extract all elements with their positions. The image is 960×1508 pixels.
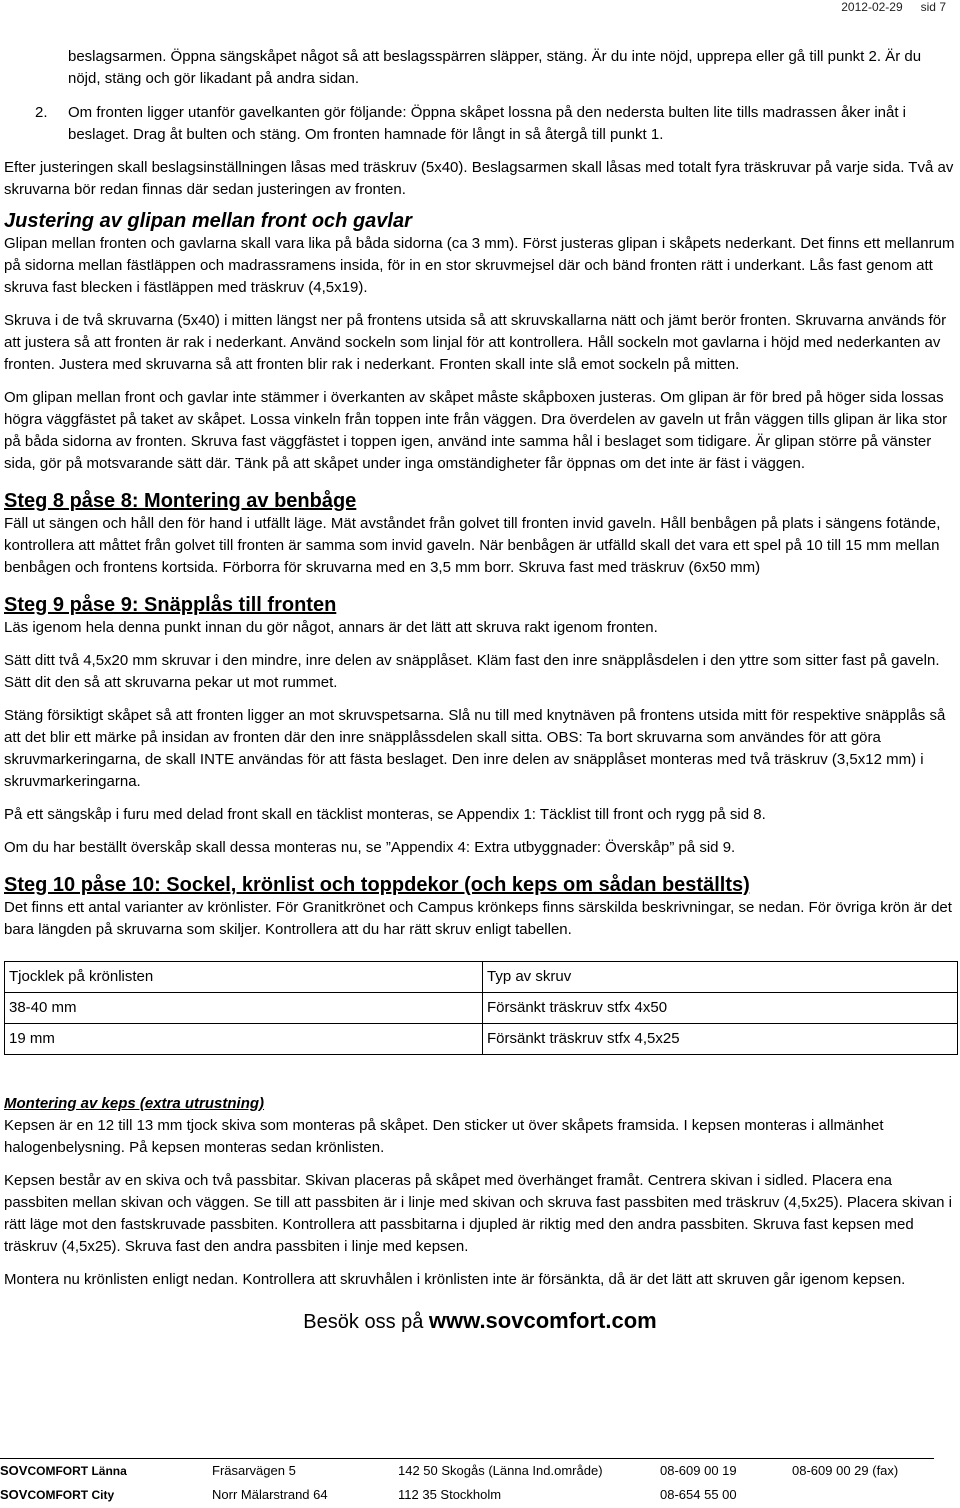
- table-header-cell: Tjocklek på krönlisten: [5, 962, 483, 993]
- table-cell: 38-40 mm: [5, 993, 483, 1024]
- table-row: [5, 993, 958, 1024]
- table-header-row: [5, 962, 958, 993]
- company-name: COMFORT City: [27, 1488, 115, 1502]
- document-body: [4, 46, 956, 1336]
- table-header-cell: Typ av skruv: [483, 962, 958, 993]
- numbered-item-2: [4, 102, 956, 146]
- footer-fax: [792, 1484, 932, 1506]
- paragraph: På ett sängskåp i furu med delad front skall en täcklist monteras, se Appendix 1: Täcklist till front och rygg på sid 8.: [4, 806, 766, 823]
- table-cell: Försänkt träskruv stfx 4,5x25: [483, 1024, 958, 1055]
- footer-row-lanna: [0, 1460, 932, 1482]
- page-header: [841, 0, 946, 18]
- visit-prefix: Besök oss på: [303, 1311, 429, 1333]
- visit-line: [4, 1307, 956, 1336]
- section-heading-glipan: Justering av glipan mellan front och gavlar: [4, 210, 412, 232]
- paragraph: Kepsen består av en skiva och två passbitar. Skivan placeras på skåpet med överhänget framåt. Centrera skivan i sidled. Placera ena passbiten mellan skivan och väggen. Se till att passbiten är i linje med skivan och skruva fast passbiten med träskruv (4,5x25). Placera skivan i rätt läge mot den fastskruvade passbiten. Kontrollera att passbitarna i djupled är riktig med den andra passbiten. Skruva fast kepsen med träskruv (4,5x25). Skruva fast den andra passbiten i linje med kepsen.: [4, 1172, 952, 1255]
- section-heading-steg10: Steg 10 påse 10: Sockel, krönlist och toppdekor (och keps om sådan beställts): [4, 874, 750, 896]
- table-cell: 19 mm: [5, 1024, 483, 1055]
- item-text: Om fronten ligger utanför gavelkanten gör följande: Öppna skåpet lossna på den nedersta bulten lite tills madrassen åker inåt i beslaget. Drag åt bulten och stäng. Om fronten hamnade för långt in så återgå till punkt 1.: [68, 104, 907, 143]
- footer-postal: 142 50 Skogås (Länna Ind.område): [398, 1463, 603, 1478]
- footer-postal: 112 35 Stockholm: [398, 1487, 502, 1502]
- intro-continued: beslagsarmen. Öppna sängskåpet något så att beslagsspärren släpper, stäng. Är du inte nöjd, upprepa eller gå till punkt 2. Är du nöjd, stäng och gör likadant på andra sidan.: [68, 48, 922, 87]
- paragraph: Skruva i de två skruvarna (5x40) i mitten längst ner på frontens utsida så att skruvskallarna nätt och jämt berör fronten. Skruvarna används för att justera så att fronten är rak i nederkant. Använd sockeln som linjal för att kontrollera. Håll sockeln mot gavlarna i höjd med nederkanten av fronten. Justera med skruvarna så att fronten blir rak i nederkant. Fronten skall inte slå emot sockeln på mitten.: [4, 312, 947, 373]
- header-date: 2012-02-29: [841, 0, 903, 14]
- footer-street: Norr Mälarstrand 64: [212, 1487, 328, 1502]
- footer-row-city: [0, 1484, 932, 1506]
- section-heading-steg8: Steg 8 påse 8: Montering av benbåge: [4, 490, 357, 512]
- intro-after: Efter justeringen skall beslagsinställningen låsas med träskruv (5x40). Beslagsarmen skall låsas med totalt fyra träskruvar på varje sida. Två av skruvarna bör redan finnas där sedan justeringen av fronten.: [4, 159, 954, 198]
- footer-fax: 08-609 00 29 (fax): [792, 1463, 899, 1478]
- company-prefix: SOV: [0, 1487, 28, 1502]
- paragraph: Fäll ut sängen och håll den för hand i utfällt läge. Mät avståndet från golvet till fronten invid gaveln. Håll benbågen på plats i sängens fotände, kontrollera att måttet från golvet till fronten är samma som invid gaveln. När benbågen är utfälld skall det vara ett spel på 10 till 15 mm mellan benbågen och frontens kortsida. Förborra för skruvarna med en 3,5 mm borr. Skruva fast med träskruv (6x50 mm): [4, 515, 941, 576]
- paragraph: Läs igenom hela denna punkt innan du gör något, annars är det lätt att skruva rakt igenom fronten.: [4, 619, 658, 636]
- footer-phone: 08-609 00 19: [660, 1463, 737, 1478]
- website-link[interactable]: www.sovcomfort.com: [428, 1308, 657, 1333]
- footer-street: Fräsarvägen 5: [212, 1463, 296, 1478]
- paragraph: Montera nu krönlisten enligt nedan. Kontrollera att skruvhålen i krönlisten inte är försänkta, då är det lätt att skruven går igenom kepsen.: [4, 1271, 906, 1288]
- paragraph: Sätt ditt två 4,5x20 mm skruvar i den mindre, inre delen av snäpplåset. Kläm fast den inre snäpplåsdelen i den yttre som sitter fast på gaveln. Sätt dit den så att skruvarna pekar ut mot rummet.: [4, 652, 940, 691]
- paragraph: Om glipan mellan front och gavlar inte stämmer i överkanten av skåpet måste skåpboxen justeras. Om glipan är för bred på höger sida lossas högra väggfästet på taket av skåpet. Lossa vinkeln från toppen inte från väggen. Dra överdelen av gaveln ut från väggen tills glipan är lika stor på båda sidorna av fronten. Skruva fast väggfästet i toppen igen, använd inte samma hål i beslaget som tidigare. Är glipan större på vänster sida, gör på motsvarande sätt där. Tänk på att skåpet under inga omständigheter får öppnas om det inte är fäst i väggen.: [4, 389, 948, 472]
- screw-table: [4, 961, 958, 1055]
- header-page-number: sid 7: [920, 0, 946, 14]
- table-cell: Försänkt träskruv stfx 4x50: [483, 993, 958, 1024]
- footer-divider: [0, 1458, 934, 1459]
- footer-company: [0, 1484, 212, 1506]
- paragraph: Det finns ett antal varianter av krönlister. För Granitkrönet och Campus krönkeps finns särskilda beskrivningar, se nedan. För övriga krön är det bara längden på skruvarna som skiljer. Kontrollera att du har rätt skruv enligt tabellen.: [4, 899, 952, 938]
- footer-company: [0, 1460, 212, 1482]
- paragraph: Om du har beställt överskåp skall dessa monteras nu, se ”Appendix 4: Extra utbyggnader: Överskåp” på sid 9.: [4, 839, 736, 856]
- company-prefix: SOV: [0, 1463, 28, 1478]
- company-name: COMFORT Länna: [27, 1464, 127, 1478]
- item-number: 2.: [35, 104, 48, 121]
- paragraph: Kepsen är en 12 till 13 mm tjock skiva som monteras på skåpet. Den sticker ut över skåpets framsida. I kepsen monteras i allmänhet halogenbelysning. På kepsen monteras sedan krönlisten.: [4, 1117, 884, 1156]
- footer-phone: 08-654 55 00: [660, 1487, 737, 1502]
- table-row: [5, 1024, 958, 1055]
- section-heading-steg9: Steg 9 påse 9: Snäpplås till fronten: [4, 594, 337, 616]
- paragraph: Stäng försiktigt skåpet så att fronten ligger an mot skruvspetsarna. Slå nu till med knytnäven på frontens utsida mitt för respektive snäpplås så att det blir ett märke på insidan av fronten där den inre snäpplåssdelen skall sitta. OBS: Ta bort skruvarna som användes för att göra skruvmarkeringarna, de skall INTE användas för att fästa beslaget. Den inre delen av snäpplåset monteras med två träskruv (3,5x12 mm) i skruvmarkeringarna.: [4, 707, 946, 790]
- section-heading-keps: Montering av keps (extra utrustning): [4, 1095, 265, 1112]
- paragraph: Glipan mellan fronten och gavlarna skall vara lika på båda sidorna (ca 3 mm). Först justeras glipan i skåpets nederkant. Det finns ett mellanrum på sidorna mellan fästläppen och madrassramens insida, för in en stor skruvmejsel där och bänd fronten rätt i underkant. Lås fast genom att skruva fast blecken i fästläppen med träskruv (4,5x19).: [4, 235, 955, 296]
